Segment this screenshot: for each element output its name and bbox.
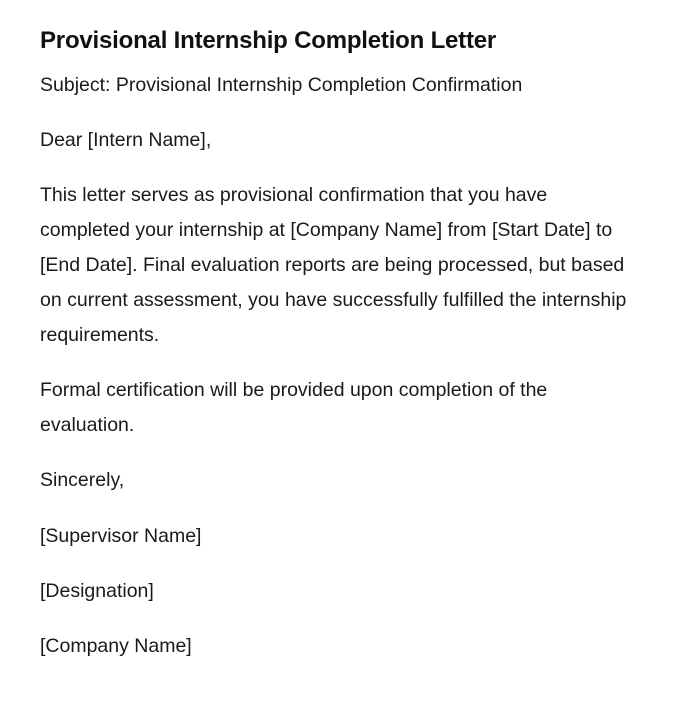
letter-document: [40, 24, 640, 664]
letter-title: Provisional Internship Completion Letter: [40, 27, 497, 54]
letter-body-paragraph: This letter serves as provisional confirmation that you have completed your internship at [Company Name] from [Start Date] to [End Date]. Final evaluation reports are being processed, but based on current assessment, you have successfully fulfilled the internship requirements.: [40, 184, 627, 346]
letter-salutation: Dear [Intern Name],: [40, 129, 212, 151]
signature-company: [Company Name]: [40, 635, 192, 657]
signature-designation: [Designation]: [40, 580, 154, 602]
letter-closing: Sincerely,: [40, 469, 125, 491]
signature-name: [Supervisor Name]: [40, 525, 202, 547]
letter-body-paragraph: Formal certification will be provided upon completion of the evaluation.: [40, 379, 548, 436]
letter-subject: Subject: Provisional Internship Completion Confirmation: [40, 74, 523, 96]
